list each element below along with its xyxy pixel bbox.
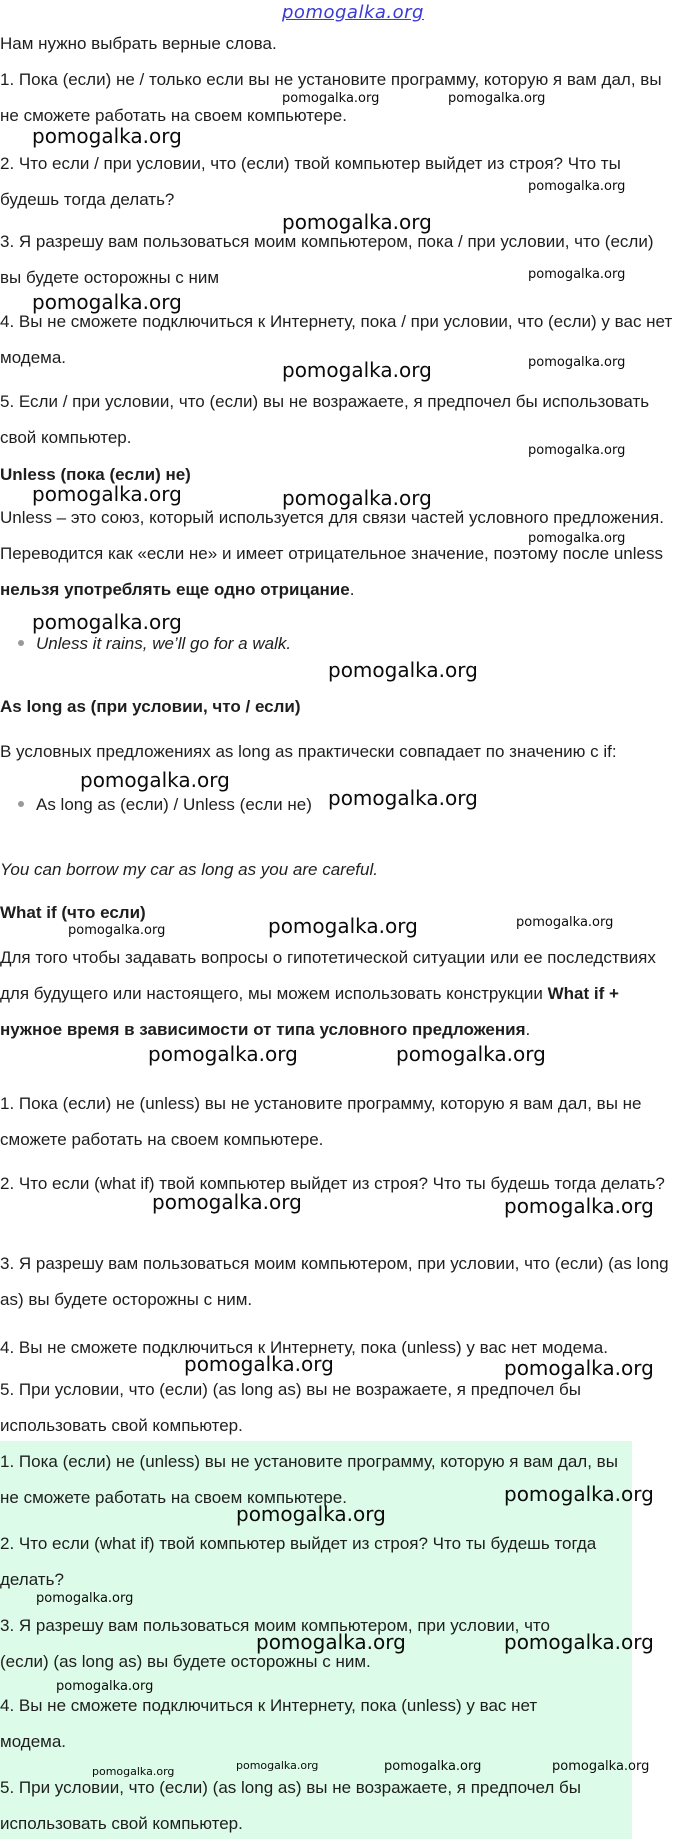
watermark: pomogalka.org [504, 1356, 654, 1380]
task-sentence-1: 1. Пока (если) не / только если вы не установите программу, которую я вам дал, вы не сможете работать на своем компьютере. [0, 70, 662, 125]
unless-description [0, 500, 676, 608]
watermark: pomogalka.org [236, 1502, 386, 1526]
watermark: pomogalka.org [528, 443, 626, 458]
aslongas-heading: As long as (при условии, что / если) [0, 697, 301, 716]
watermark: pomogalka.org [256, 1630, 406, 1654]
watermark: pomogalka.org [268, 914, 418, 938]
watermark: pomogalka.org [32, 610, 182, 634]
watermark: pomogalka.org [504, 1482, 654, 1506]
watermark: pomogalka.org [282, 358, 432, 382]
watermark: pomogalka.org [528, 531, 626, 546]
task-sentence-4: 4. Вы не сможете подключиться к Интернету, пока / при условии, что (если) у вас нет модема. [0, 312, 673, 367]
watermark: pomogalka.org [448, 91, 546, 106]
unless-example-text: Unless it rains, we’ll go for a walk. [36, 634, 292, 653]
aslongas-bullet-text: As long as (если) / Unless (если не) [36, 795, 312, 814]
watermark: pomogalka.org [152, 1190, 302, 1214]
boxed-answer-3: 3. Я разрешу вам пользоваться моим компьютером, при условии, что (если) (as long as) вы будете осторожны с ним. [0, 1616, 550, 1671]
watermark: pomogalka.org [32, 290, 182, 314]
watermark: pomogalka.org [32, 124, 182, 148]
whatif-text-end: . [525, 1020, 531, 1039]
whatif-description [0, 940, 676, 1048]
watermark: pomogalka.org [282, 91, 380, 106]
unless-example [18, 631, 678, 657]
watermark: pomogalka.org [236, 1759, 319, 1772]
watermark: pomogalka.org [528, 179, 626, 194]
unless-text-end: . [349, 580, 355, 599]
unless-heading: Unless (пока (если) не) [0, 465, 191, 484]
watermark: pomogalka.org [328, 658, 478, 682]
task-sentence-5: 5. Если / при условии, что (если) вы не возражаете, я предпочел бы использовать свой компьютер. [0, 392, 650, 447]
answer-5: 5. При условии, что (если) (as long as) вы не возражаете, я предпочел бы использовать свой компьютер. [0, 1380, 582, 1435]
task-sentence-3: 3. Я разрешу вам пользоваться моим компьютером, пока / при условии, что (если) вы будете осторожны с ним [0, 232, 654, 287]
aslongas-example: You can borrow my car as long as you are careful. [0, 860, 378, 879]
site-logo[interactable]: pomogalka.org [282, 2, 424, 23]
answer-1: 1. Пока (если) не (unless) вы не установите программу, которую я вам дал, вы не сможете работать на своем компьютере. [0, 1094, 642, 1149]
boxed-answer-4: 4. Вы не сможете подключиться к Интернету, пока (unless) у вас нет модема. [0, 1696, 538, 1751]
bullet-dot [18, 801, 24, 807]
task-sentence-2: 2. Что если / при условии, что (если) твой компьютер выйдет из строя? Что ты будешь тогда делать? [0, 154, 621, 209]
answer-3: 3. Я разрешу вам пользоваться моим компьютером, при условии, что (если) (as long as) вы будете осторожны с ним. [0, 1254, 669, 1309]
whatif-text: Для того чтобы задавать вопросы о гипотетической ситуации или ее последствиях для будущего или настоящего, мы можем использовать конструкции [0, 948, 656, 1003]
watermark: pomogalka.org [32, 482, 182, 506]
watermark: pomogalka.org [528, 355, 626, 370]
watermark: pomogalka.org [148, 1042, 298, 1066]
watermark: pomogalka.org [552, 1759, 650, 1774]
watermark: pomogalka.org [504, 1630, 654, 1654]
watermark: pomogalka.org [56, 1679, 154, 1694]
watermark: pomogalka.org [36, 1591, 134, 1606]
intro-text: Нам нужно выбрать верные слова. [0, 34, 277, 53]
whatif-text-bold: What if + нужное время в зависимости от типа условного предложения [0, 984, 619, 1039]
watermark: pomogalka.org [384, 1759, 482, 1774]
unless-text: Unless – это союз, который используется для связи частей условного предложения. Переводится как «если не» и имеет отрицательное значение, поэтому после unless [0, 508, 664, 563]
watermark: pomogalka.org [328, 786, 478, 810]
watermark: pomogalka.org [68, 923, 166, 938]
watermark: pomogalka.org [396, 1042, 546, 1066]
watermark: pomogalka.org [516, 915, 614, 930]
whatif-heading: What if (что если) [0, 903, 146, 922]
answer-2: 2. Что если (what if) твой компьютер выйдет из строя? Что ты будешь тогда делать? [0, 1174, 665, 1193]
boxed-answer-5: 5. При условии, что (если) (as long as) вы не возражаете, я предпочел бы использовать свой компьютер. [0, 1778, 582, 1833]
bullet-dot [18, 640, 24, 646]
watermark: pomogalka.org [282, 486, 432, 510]
boxed-answer-1: 1. Пока (если) не (unless) вы не установите программу, которую я вам дал, вы не сможете работать на своем компьютере. [0, 1452, 618, 1507]
watermark: pomogalka.org [528, 267, 626, 282]
watermark: pomogalka.org [92, 1765, 175, 1778]
aslongas-description: В условных предложениях as long as практически совпадает по значению с if: [0, 742, 617, 761]
watermark: pomogalka.org [504, 1194, 654, 1218]
watermark: pomogalka.org [80, 768, 230, 792]
watermark: pomogalka.org [184, 1352, 334, 1376]
answer-4: 4. Вы не сможете подключиться к Интернету, пока (unless) у вас нет модема. [0, 1338, 608, 1357]
boxed-answer-2: 2. Что если (what if) твой компьютер выйдет из строя? Что ты будешь тогда делать? [0, 1534, 597, 1589]
watermark: pomogalka.org [282, 210, 432, 234]
unless-text-bold: нельзя употреблять еще одно отрицание [0, 580, 350, 599]
